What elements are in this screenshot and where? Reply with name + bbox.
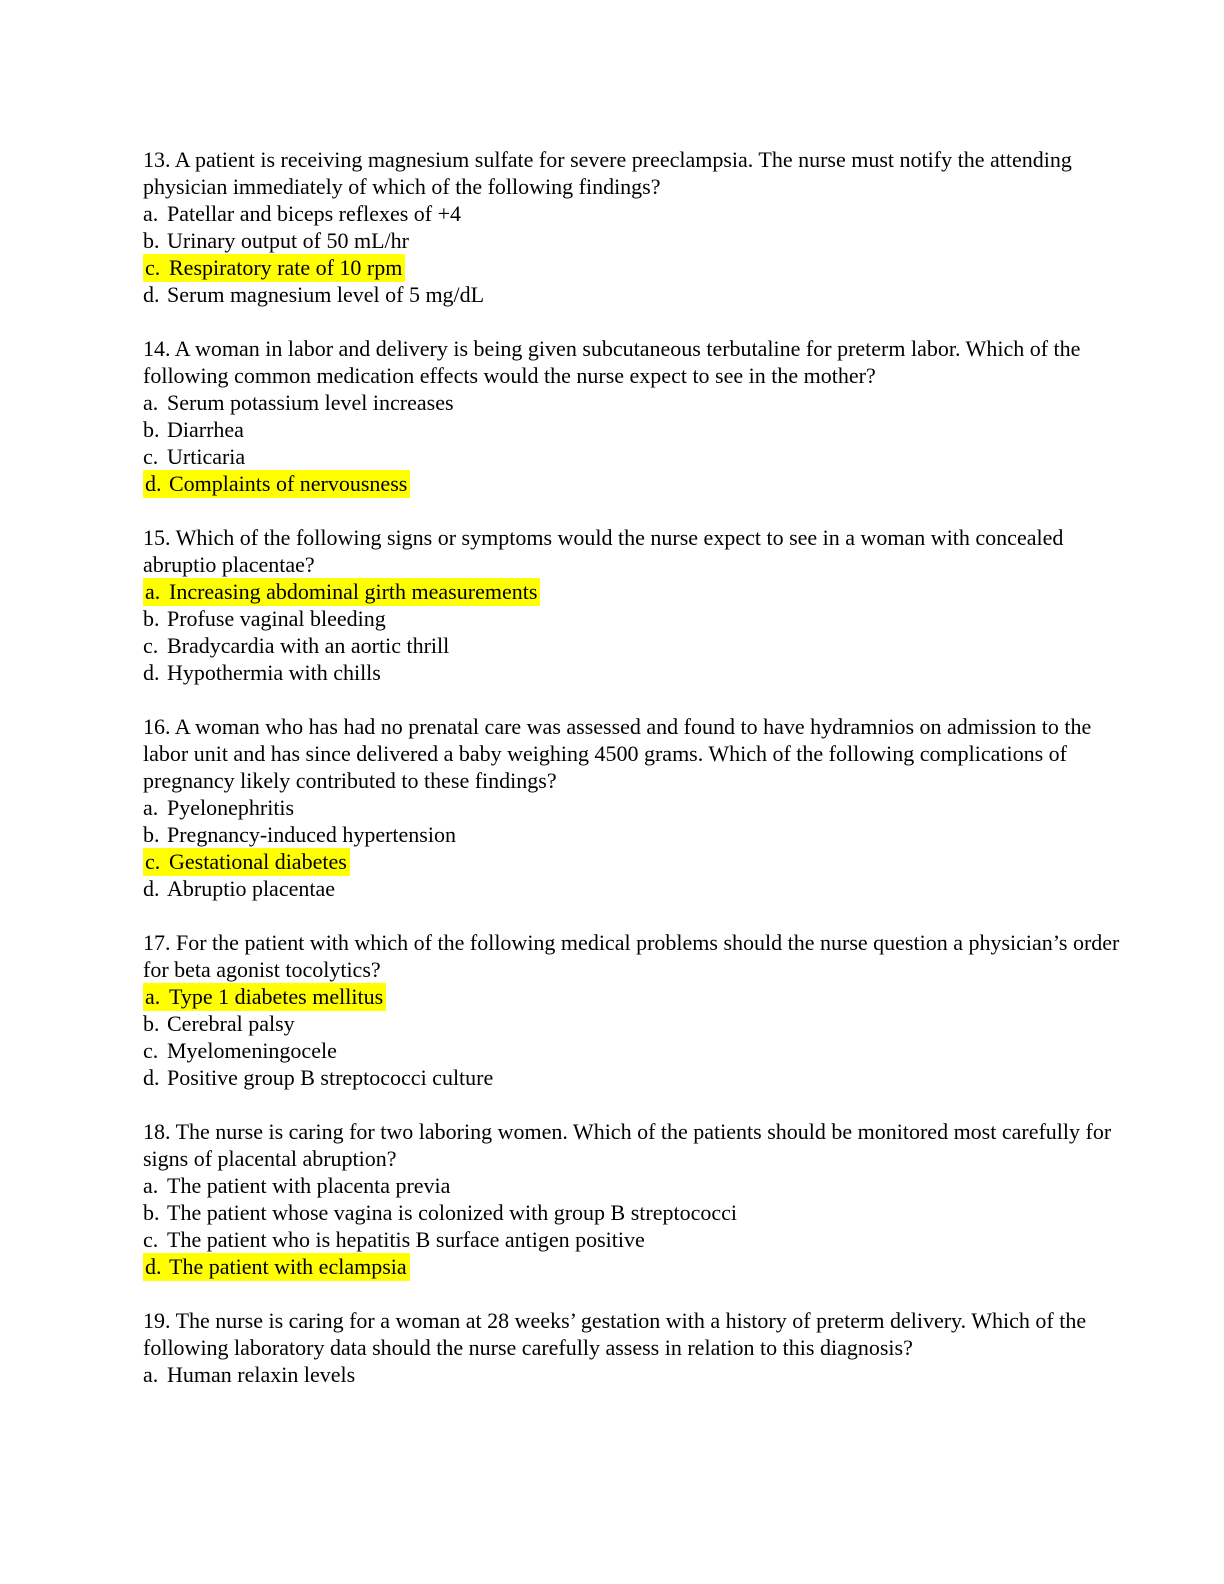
answer-option: [143, 660, 381, 685]
question-text: 17. For the patient with which of the following medical problems should the nurse question a physician’s order for beta agonist tocolytics?: [143, 930, 1120, 982]
option-letter: a.: [143, 1362, 159, 1387]
option-letter: d.: [145, 1254, 162, 1279]
answer-option: [143, 1173, 450, 1198]
option-letter: c.: [143, 633, 159, 658]
answer-option-highlighted: [143, 983, 386, 1011]
answer-option-highlighted: [143, 578, 540, 606]
option-row: [143, 1010, 1134, 1037]
option-letter: a.: [143, 390, 159, 415]
answer-option: [143, 633, 449, 658]
option-row: [143, 794, 1134, 821]
option-row: [143, 1361, 1134, 1388]
option-text: The patient who is hepatitis B surface antigen positive: [167, 1227, 645, 1252]
question-text: 14. A woman in labor and delivery is being given subcutaneous terbutaline for preterm labor. Which of the following common medication effects would the nurse expect to see in the mother?: [143, 336, 1081, 388]
option-letter: b.: [143, 417, 160, 442]
option-row: [143, 983, 1134, 1010]
answer-option: [143, 1200, 737, 1225]
option-row: [143, 389, 1134, 416]
option-text: Type 1 diabetes mellitus: [169, 984, 384, 1009]
answer-option: [143, 201, 461, 226]
option-letter: d.: [143, 660, 160, 685]
option-letter: b.: [143, 1200, 160, 1225]
option-text: Serum potassium level increases: [167, 390, 454, 415]
answer-option: [143, 876, 335, 901]
option-row: [143, 254, 1134, 281]
option-row: [143, 875, 1134, 902]
option-text: Hypothermia with chills: [167, 660, 381, 685]
option-letter: a.: [145, 984, 161, 1009]
question-text: 18. The nurse is caring for two laboring women. Which of the patients should be monitored most carefully for signs of placental abruption?: [143, 1119, 1112, 1171]
option-row: [143, 281, 1134, 308]
question-block: [143, 335, 1134, 497]
option-row: [143, 578, 1134, 605]
question-block: [143, 713, 1134, 902]
option-row: [143, 1172, 1134, 1199]
option-letter: d.: [143, 282, 160, 307]
option-row: [143, 659, 1134, 686]
option-text: Profuse vaginal bleeding: [167, 606, 386, 631]
option-letter: a.: [143, 1173, 159, 1198]
option-text: Respiratory rate of 10 rpm: [169, 255, 403, 280]
question-block: [143, 524, 1134, 686]
answer-option: [143, 795, 294, 820]
option-letter: a.: [143, 795, 159, 820]
answer-option: [143, 282, 484, 307]
option-row: [143, 470, 1134, 497]
question-block: [143, 1118, 1134, 1280]
answer-option: [143, 822, 456, 847]
option-row: [143, 1226, 1134, 1253]
question-block: [143, 929, 1134, 1091]
option-text: Cerebral palsy: [167, 1011, 295, 1036]
option-text: Urticaria: [167, 444, 246, 469]
question-text: 13. A patient is receiving magnesium sulfate for severe preeclampsia. The nurse must notify the attending physician immediately of which of the following findings?: [143, 147, 1072, 199]
option-text: Gestational diabetes: [169, 849, 347, 874]
answer-option: [143, 606, 386, 631]
option-letter: d.: [145, 471, 162, 496]
option-letter: b.: [143, 228, 160, 253]
option-row: [143, 1199, 1134, 1226]
option-text: Urinary output of 50 mL/hr: [167, 228, 409, 253]
answer-option: [143, 228, 409, 253]
option-letter: c.: [143, 1038, 159, 1063]
option-letter: a.: [143, 201, 159, 226]
option-letter: c.: [143, 444, 159, 469]
option-row: [143, 416, 1134, 443]
answer-option: [143, 1362, 355, 1387]
option-text: Pyelonephritis: [167, 795, 295, 820]
option-row: [143, 632, 1134, 659]
option-text: Patellar and biceps reflexes of +4: [167, 201, 462, 226]
option-row: [143, 605, 1134, 632]
option-letter: d.: [143, 876, 160, 901]
option-text: Increasing abdominal girth measurements: [169, 579, 538, 604]
option-letter: c.: [145, 849, 161, 874]
answer-option-highlighted: [143, 1253, 410, 1281]
option-text: Serum magnesium level of 5 mg/dL: [167, 282, 485, 307]
answer-option: [143, 444, 245, 469]
question-text: 19. The nurse is caring for a woman at 28 weeks’ gestation with a history of preterm delivery. Which of the following laboratory data should the nurse carefully assess in relation to this diagnosis?: [143, 1308, 1087, 1360]
option-row: [143, 848, 1134, 875]
question-text: 16. A woman who has had no prenatal care was assessed and found to have hydramnios on admission to the labor unit and has since delivered a baby weighing 4500 grams. Which of the following complications of pregnancy likely contributed to these findings?: [143, 714, 1092, 793]
option-text: Complaints of nervousness: [169, 471, 408, 496]
option-row: [143, 821, 1134, 848]
answer-option: [143, 1065, 493, 1090]
option-letter: a.: [145, 579, 161, 604]
option-text: Bradycardia with an aortic thrill: [167, 633, 450, 658]
option-letter: b.: [143, 606, 160, 631]
option-text: The patient with placenta previa: [167, 1173, 451, 1198]
option-text: The patient whose vagina is colonized with group B streptococci: [167, 1200, 738, 1225]
answer-option: [143, 390, 454, 415]
option-letter: b.: [143, 822, 160, 847]
answer-option: [143, 1011, 295, 1036]
option-letter: d.: [143, 1065, 160, 1090]
option-text: Abruptio placentae: [167, 876, 335, 901]
option-letter: c.: [143, 1227, 159, 1252]
answer-option-highlighted: [143, 848, 350, 876]
question-block: [143, 1307, 1134, 1388]
answer-option-highlighted: [143, 470, 410, 498]
option-text: Pregnancy-induced hypertension: [167, 822, 456, 847]
option-letter: b.: [143, 1011, 160, 1036]
answer-option: [143, 417, 244, 442]
option-letter: c.: [145, 255, 161, 280]
answer-option-highlighted: [143, 254, 405, 282]
option-row: [143, 1064, 1134, 1091]
answer-option: [143, 1227, 645, 1252]
question-text: 15. Which of the following signs or symptoms would the nurse expect to see in a woman with concealed abruptio placentae?: [143, 525, 1064, 577]
option-row: [143, 227, 1134, 254]
option-row: [143, 200, 1134, 227]
option-text: Myelomeningocele: [167, 1038, 337, 1063]
question-block: [143, 146, 1134, 308]
questions-container: [143, 146, 1134, 1388]
answer-option: [143, 1038, 337, 1063]
option-row: [143, 1253, 1134, 1280]
option-text: Human relaxin levels: [167, 1362, 356, 1387]
option-text: Diarrhea: [167, 417, 244, 442]
option-row: [143, 1037, 1134, 1064]
option-text: The patient with eclampsia: [169, 1254, 407, 1279]
option-row: [143, 443, 1134, 470]
option-text: Positive group B streptococci culture: [167, 1065, 494, 1090]
